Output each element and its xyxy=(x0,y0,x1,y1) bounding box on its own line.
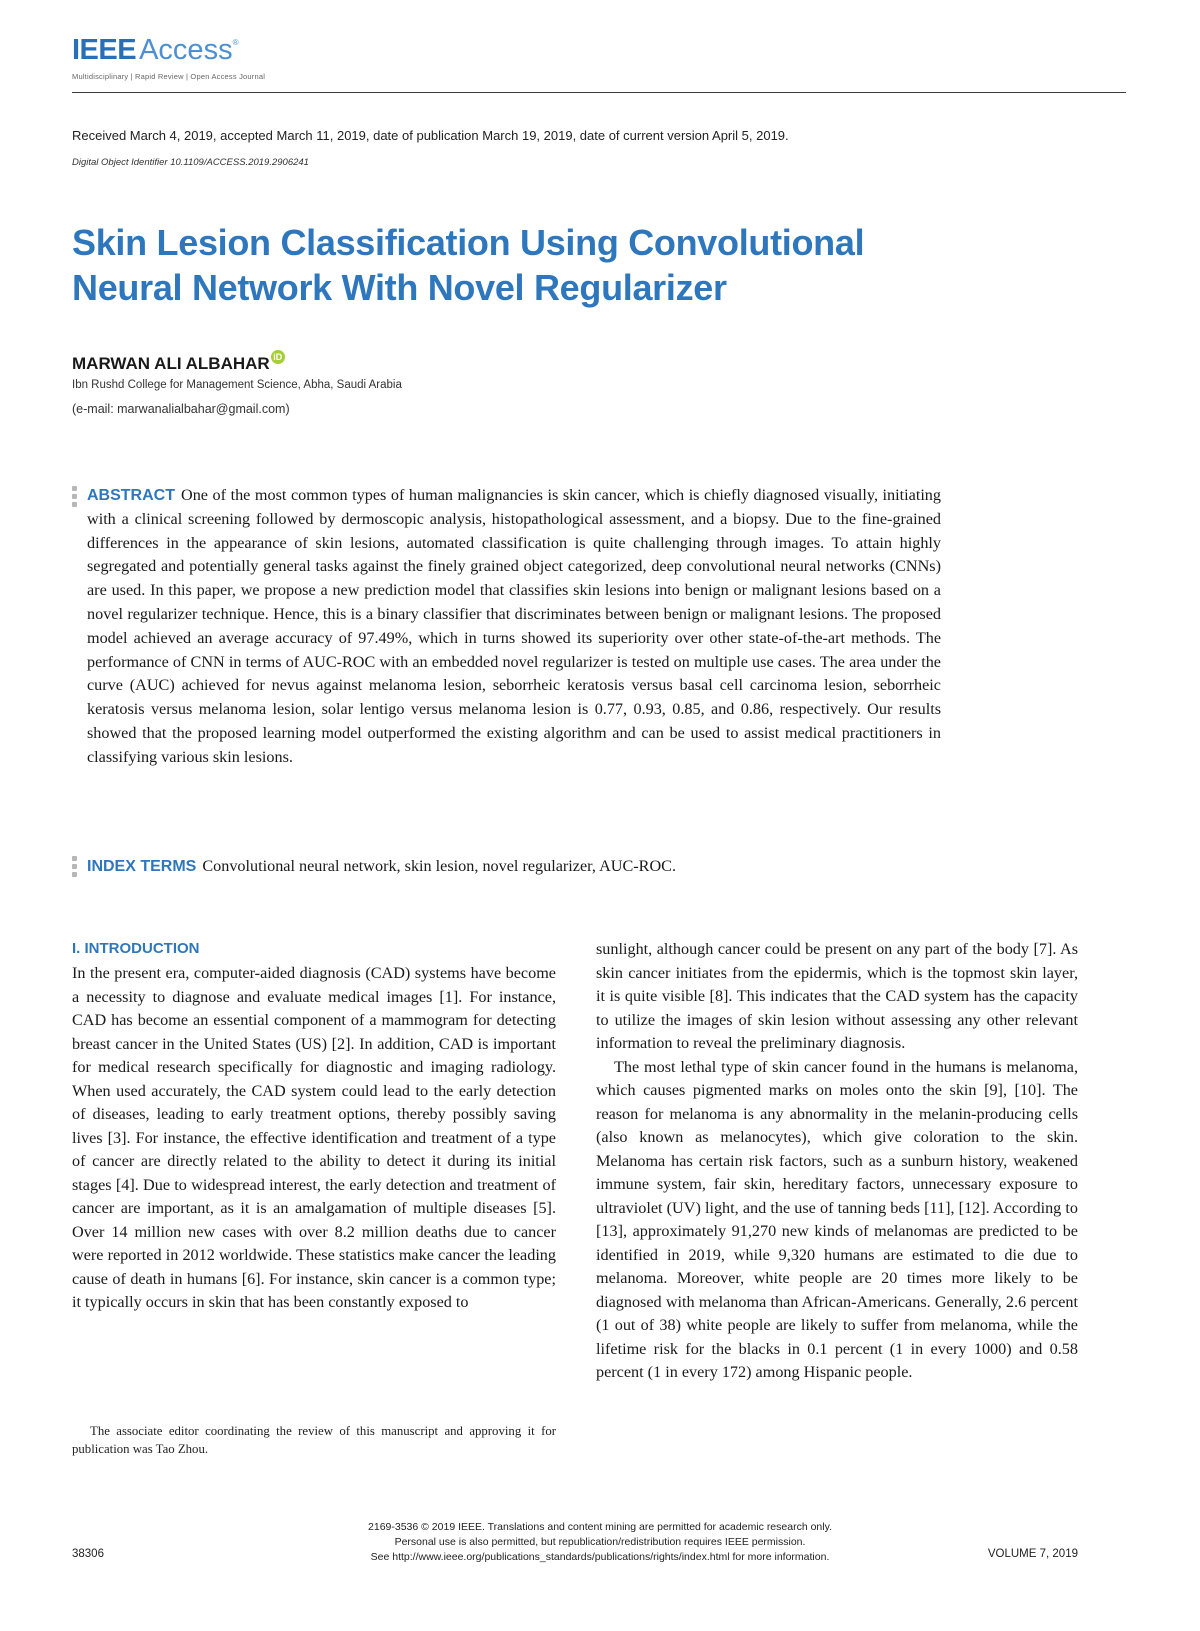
author-name: MARWAN ALI ALBAHAR xyxy=(72,354,270,373)
journal-logo xyxy=(72,34,238,66)
author-affiliation: Ibn Rushd College for Management Science, Abha, Saudi Arabia xyxy=(72,379,402,391)
footnote-text: The associate editor coordinating the review of this manuscript and approving it for publication was Tao Zhou. xyxy=(72,1424,556,1456)
index-terms-marker-icon xyxy=(72,856,78,877)
paper-title: Skin Lesion Classification Using Convolutional Neural Network With Novel Regularizer xyxy=(72,222,865,308)
editor-footnote xyxy=(72,1422,556,1458)
abstract-block xyxy=(87,484,941,770)
column-right xyxy=(596,938,1078,1385)
paragraph: sunlight, although cancer could be present on any part of the body [7]. As skin cancer initiates from the epidermis, which is the topmost skin layer, it is quite visible [8]. This indicates that the CAD system has the capacity to utilize the images of skin lesion without assessing any other relevant information to reveal the preliminary diagnosis. xyxy=(596,940,1078,1052)
abstract-text: One of the most common types of human malignancies is skin cancer, which is chiefly diagnosed visually, initiating with a clinical screening followed by dermoscopic analysis, histopathological assessment, and a biopsy. Due to the fine-grained differences in the appearance of skin lesions, automated classification is quite challenging through images. To attain highly segregated and potentially general tasks against the finely grained object categorized, deep convolutional neural networks (CNNs) are used. In this paper, we propose a new prediction model that classifies skin lesions into benign or malignant lesions based on a novel regularizer technique. Hence, this is a binary classifier that discriminates between benign or malignant lesions. The proposed model achieved an average accuracy of 97.49%, which in turns showed its superiority over other state-of-the-art methods. The performance of CNN in terms of AUC-ROC with an embedded novel regularizer is tested on multiple use cases. The area under the curve (AUC) achieved for nevus against melanoma lesion, seborrheic keratosis versus basal cell carcinoma lesion, seborrheic keratosis versus melanoma lesion, solar lentigo versus melanoma lesion is 0.77, 0.93, 0.85, and 0.86, respectively. Our results showed that the proposed learning model outperformed the existing algorithm and can be used to assist medical practitioners in classifying various skin lesions. xyxy=(87,486,941,766)
logo-access-text: Access xyxy=(139,34,233,66)
author-line xyxy=(72,354,285,374)
volume-label: VOLUME 7, 2019 xyxy=(987,1548,1078,1560)
column-left xyxy=(72,962,556,1315)
rights-link[interactable]: See http://www.ieee.org/publications_standards/publications/rights/index.html for more information. xyxy=(370,1551,830,1563)
logo-ieee-text: IEEE xyxy=(72,34,137,66)
orcid-icon[interactable]: iD xyxy=(271,350,285,364)
copyright-notice xyxy=(240,1520,960,1565)
section-heading: I. INTRODUCTION xyxy=(72,940,200,957)
paragraph: The most lethal type of skin cancer found in the humans is melanoma, which causes pigmented marks on moles onto the skin [9], [10]. The reason for melanoma is any abnormality in the melanin-producing cells (also known as melanocytes), which give coloration to the skin. Melanoma has certain risk factors, such as a sunburn history, weakened immune system, fair skin, hereditary factors, unnecessary exposure to ultraviolet (UV) light, and the use of tanning beds [11], [12]. According to [13], approximately 91,270 new kinds of melanomas are predicted to be identified in 2019, while 9,320 humans are estimated to die due to melanoma. Moreover, white people are 20 times more likely to be diagnosed with melanoma than African-Americans. Generally, 2.6 percent (1 out of 38) white people are likely to suffer from melanoma, while the lifetime risk for the blacks in 0.1 percent (1 in every 1000) and 0.58 percent (1 in every 172) among Hispanic people. xyxy=(596,1057,1078,1381)
copyright-line: 2169-3536 © 2019 IEEE. Translations and content mining are permitted for academic research only. xyxy=(368,1521,832,1533)
header-rule xyxy=(72,92,1126,93)
received-dates: Received March 4, 2019, accepted March 11, 2019, date of publication March 19, 2019, date of current version April 5, 2019. xyxy=(72,128,789,143)
paragraph: In the present era, computer-aided diagnosis (CAD) systems have become a necessity to diagnose and evaluate medical images [1]. For instance, CAD has become an essential component of a mammogram for detecting breast cancer in the United States (US) [2]. In addition, CAD is important for medical research specifically for diagnostic and imaging radiology. When used accurately, the CAD system could lead to the early detection of diseases, leading to early treatment options, thereby possibly saving lives [3]. For instance, the effective identification and treatment of a type of cancer are directly related to the ability to detect it during its initial stages [4]. Due to widespread interest, the early detection and treatment of cancer are important, as it is an amalgamation of multiple diseases [5]. Over 14 million new cases with over 8.2 million deaths due to cancer were reported in 2012 worldwide. These statistics make cancer the leading cause of death in humans [6]. For instance, skin cancer is a common type; it typically occurs in skin that has been constantly exposed to xyxy=(72,964,556,1311)
index-terms-text: Convolutional neural network, skin lesion, novel regularizer, AUC-ROC. xyxy=(202,857,676,875)
journal-tagline: Multidisciplinary | Rapid Review | Open Access Journal xyxy=(72,72,266,81)
copyright-line: Personal use is also permitted, but republication/redistribution requires IEEE permission. xyxy=(394,1536,806,1548)
abstract-marker-icon xyxy=(72,486,78,507)
index-terms-label: INDEX TERMS xyxy=(87,858,197,875)
author-email: (e-mail: marwanalialbahar@gmail.com) xyxy=(72,402,290,416)
doi-line: Digital Object Identifier 10.1109/ACCESS.2019.2906241 xyxy=(72,157,309,168)
abstract-label: ABSTRACT xyxy=(87,487,175,504)
index-terms-block xyxy=(87,857,947,876)
logo-registered-mark: ® xyxy=(232,38,239,47)
page-number: 38306 xyxy=(72,1548,104,1560)
